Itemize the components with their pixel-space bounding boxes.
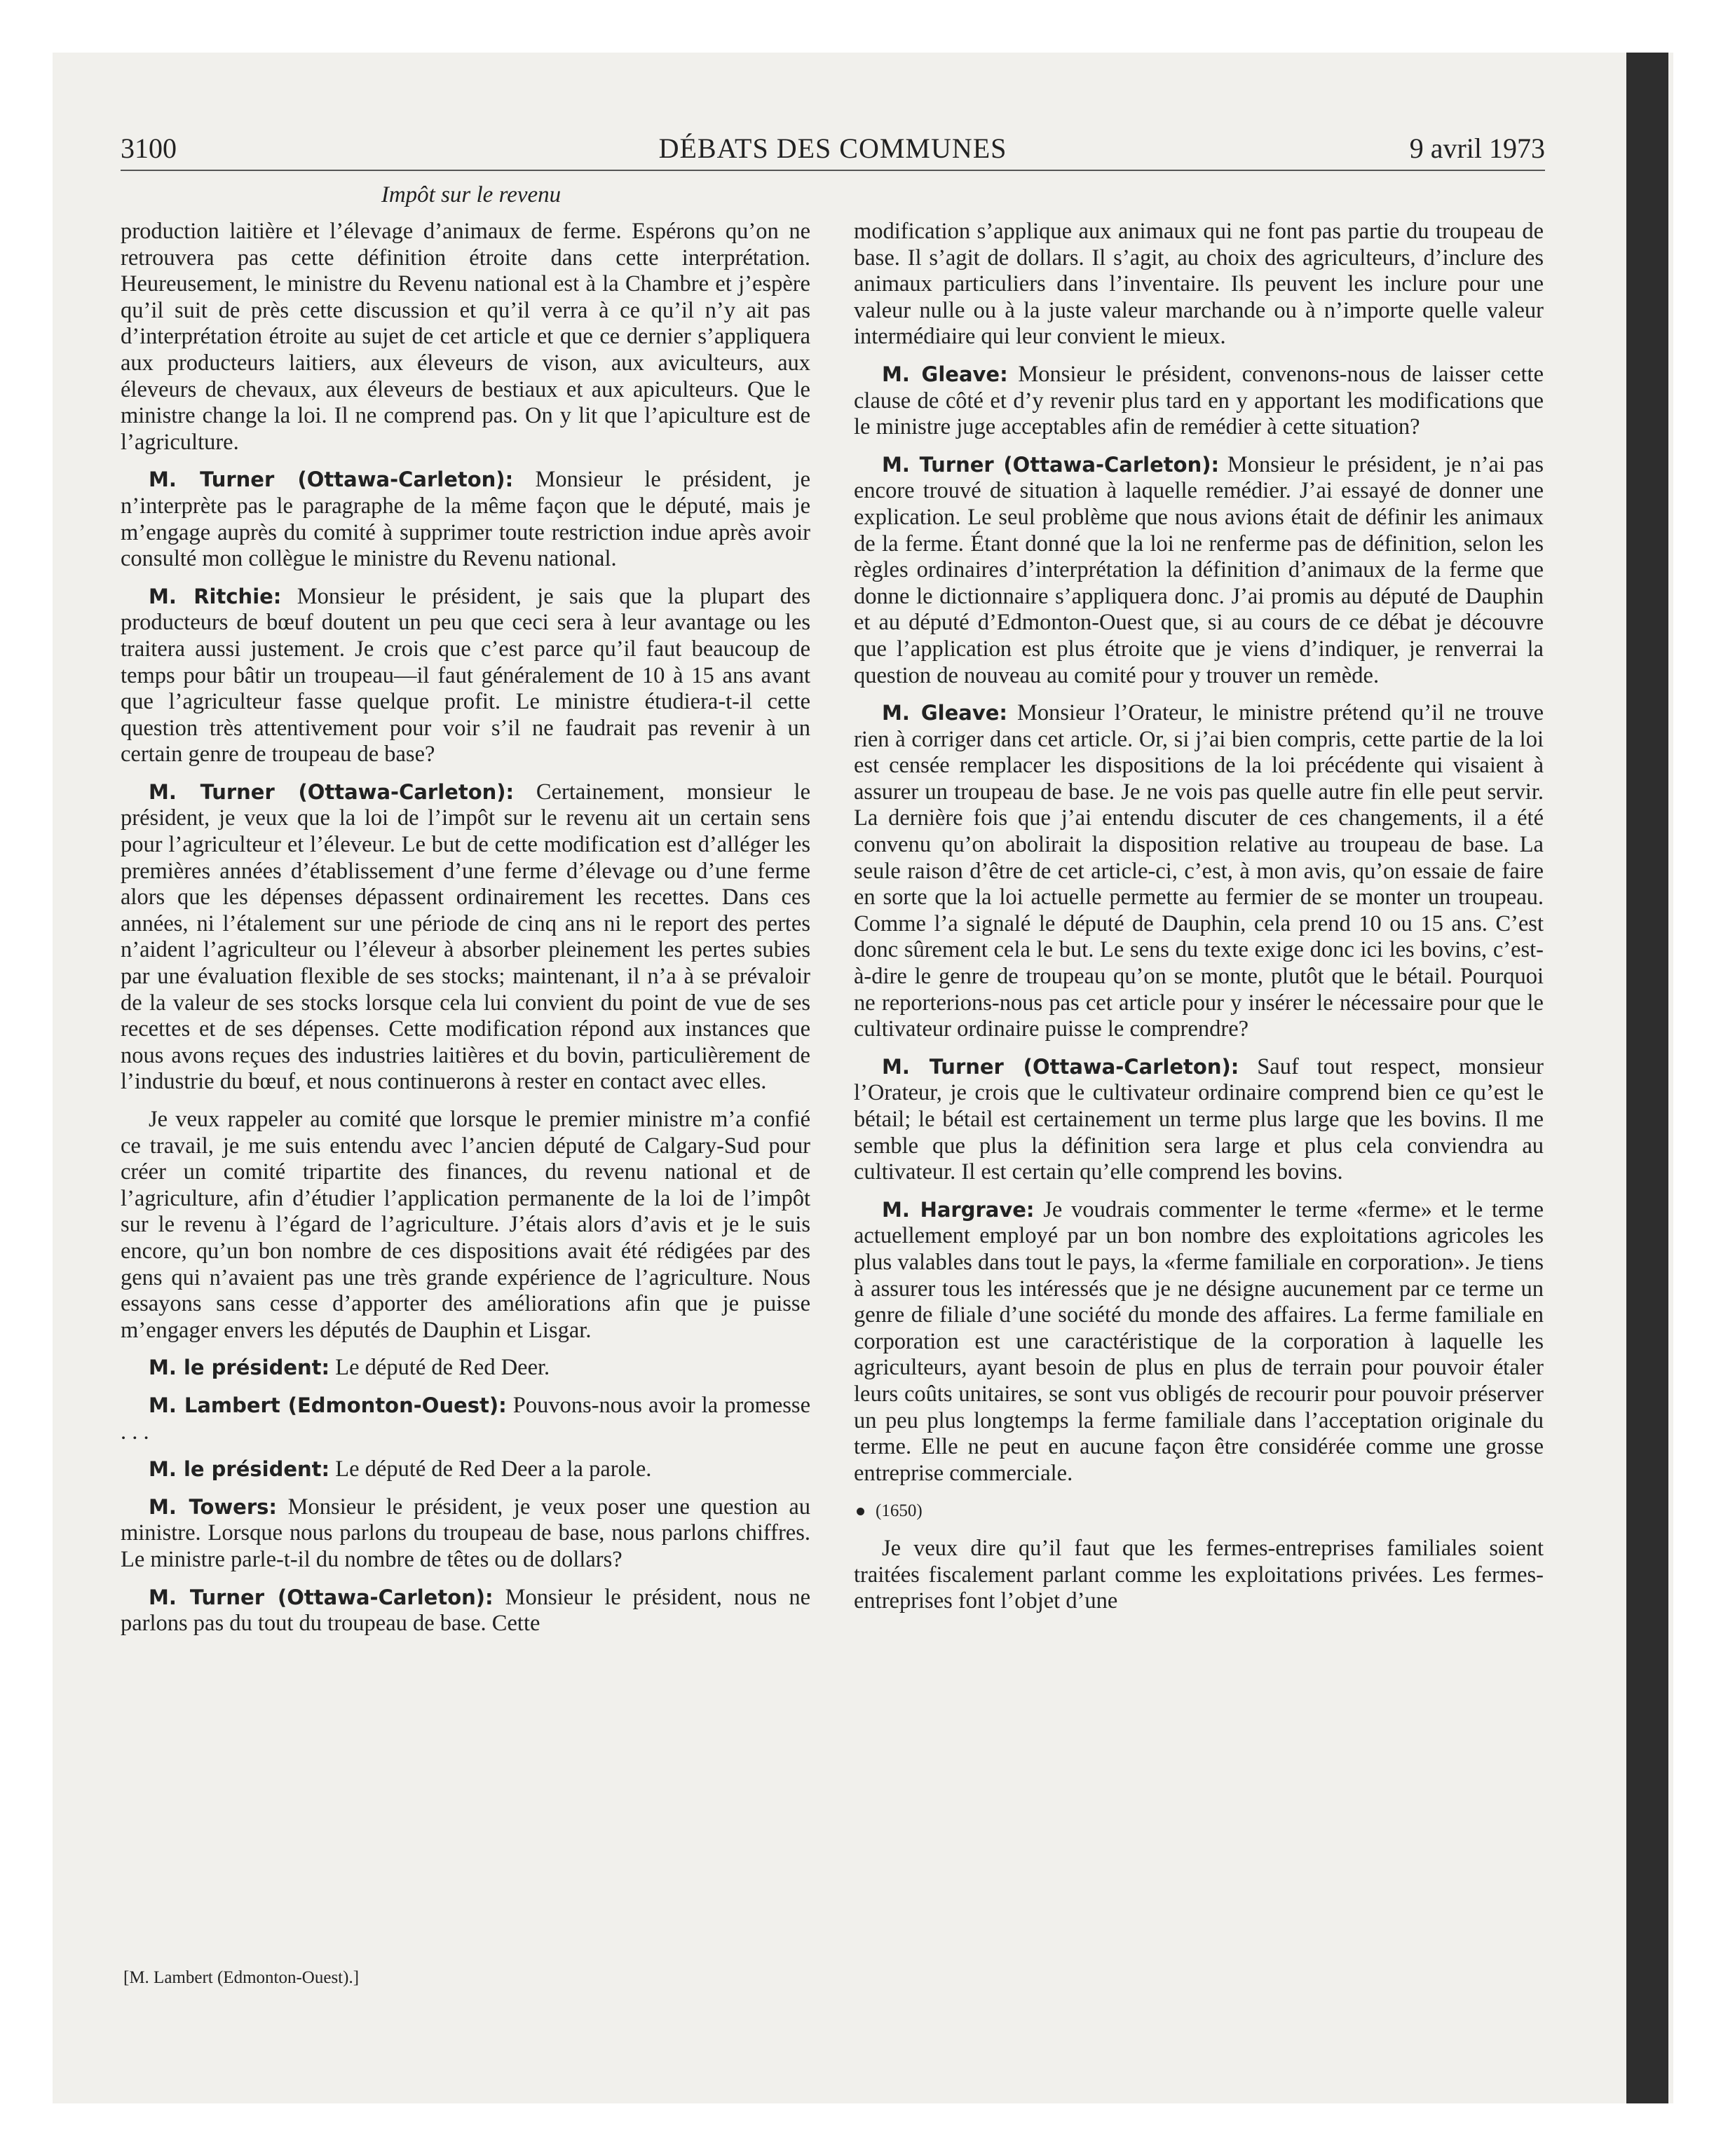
publication-title: DÉBATS DES COMMUNES <box>658 132 1007 164</box>
paragraph <box>121 1355 810 1381</box>
paragraph-text: Monsieur le président, je n’ai pas encore trouvé de situation à laquelle remédier. J’ai essayé de donner une explication. Le seul problème que nous avions était de définir les animaux de la ferme. Étant donné que la loi ne renferme pas de définition, selon les règles ordinaires d’interprétation la définition d’animaux de la ferme que donne le dictionnaire s’appliquera donc. J’ai promis au député de Dauphin et au député d’Edmonton-Ouest que, si au cours de ce débat je découvre que l’application est plus étroite que je viens d’indiquer, je renverrai la question de nouveau au comité pour y trouver un remède. <box>854 451 1544 688</box>
speaker-name: M. Turner (Ottawa-Carleton): <box>882 1054 1239 1079</box>
page-date: 9 avril 1973 <box>1409 132 1545 164</box>
paragraph <box>121 219 810 456</box>
paragraph-text: Le député de Red Deer. <box>335 1355 550 1381</box>
scan-edge <box>1626 53 1668 2103</box>
paragraph <box>121 1494 810 1574</box>
speaker-name: M. Turner (Ottawa-Carleton): <box>882 452 1220 477</box>
time-marker <box>854 1498 1544 1524</box>
paragraph-text: Certainement, monsieur le président, je veux que la loi de l’impôt sur le revenu ait un certain sens pour l’agriculteur et l’éleveur. Le but de cette modification est d’alléger les premières années d’établissement d’une ferme d’élevage ou d’une ferme alors que les dépenses dépassent ordinairement les recettes. Dans ces années, ni l’étalement sur une période de cinq ans ni le report des pertes n’aident l’agriculteur ou l’éleveur à absorber pleinement les pertes subies par une évaluation flexible de ses stocks; maintenant, il n’a à se prévaloir de la valeur de ses stocks lorsque cela lui convient du point de vue de ses recettes et de ses dépenses. Cette modification répond aux instances que nous avons reçues des industries laitières et du bovin, particulièrement de l’industrie du bœuf, et nous continuerons à rester en contact avec elles. <box>121 779 811 1095</box>
paragraph-text: Monsieur l’Orateur, le ministre prétend qu’il ne trouve rien à corriger dans cet article. Or, si j’ai bien compris, cette partie de la loi est censée remplacer les dispositions de la loi précédente qui visaient à assurer un troupeau de base. Je ne vois pas quelle autre fin elle peut servir. La dernière fois que j’ai entendu discuter de ces changements, il a été convenu qu’on abolirait la disposition relative au troupeau de base. La seule raison d’être de cet article-ci, c’est, à mon avis, qu’on essaie de faire en sorte que la loi actuelle permette au fermier de se monter un troupeau. Comme l’a signalé le député de Dauphin, cela prend 10 ou 15 ans. C’est donc sûrement cela le but. Le sens du texte exige donc ici les bovins, c’est-à-dire le genre de troupeau qu’on se monte, plutôt que le bétail. Pourquoi ne reporterions-nous pas cet article pour y insérer le nécessaire pour que le cultivateur ordinaire puisse le comprendre? <box>854 700 1544 1042</box>
paragraph-text: production laitière et l’élevage d’animaux de ferme. Espérons qu’on ne retrouvera pas cette définition étroite dans cette interprétation. Heureusement, le ministre du Revenu national est à la Chambre et j’espère qu’il suit de près cette discussion et qu’il verra à ce qu’il n’y ait pas d’interprétation étroite au sujet de cet article et que ce dernier s’appliquera aux producteurs laitiers, aux éleveurs de vison, aux aviculteurs, aux éleveurs de chevaux, aux éleveurs de bestiaux et aux apiculteurs. Que le ministre change la loi. Il ne comprend pas. On y lit que l’apiculture est de l’agriculture. <box>121 219 810 455</box>
paragraph-text: Monsieur le président, nous ne parlons pas du tout du troupeau de base. Cette <box>121 1584 811 1637</box>
speaker-name: M. le président: <box>149 1457 330 1482</box>
speaker-footnote: [M. Lambert (Edmonton-Ouest).] <box>123 1968 360 1987</box>
paragraph <box>121 1585 810 1637</box>
paragraph <box>121 584 810 768</box>
bullet-icon <box>857 1508 864 1515</box>
speaker-name: M. Ritchie: <box>149 584 282 608</box>
paragraph-text: Je voudrais commenter le terme «ferme» et le terme actuellement employé par un bon nombre des exploitations agricoles les plus valables dans tout le pays, la «ferme familiale en corporation». Je tiens à assurer tous les intéressés que je ne désigne aucunement par ce terme un genre de filiale d’une société du monde des affaires. La ferme familiale en corporation est une caractéristique de la corporation à laquelle les agriculteurs, ayant besoin de plus en plus de terrain pour pouvoir étaler leurs coûts unitaires, se sont vus obligés de recourir pour pouvoir préserver un peu plus longtemps la ferme familiale dans l’acceptation originale du terme. Elle ne peut en aucune façon être considérée comme une grosse entreprise commerciale. <box>854 1196 1544 1486</box>
paragraph-text: Monsieur le président, je sais que la plupart des producteurs de bœuf doutent un peu que ceci sera à leur avantage ou les traitera aussi justement. Je crois que c’est parce qu’il faut beaucoup de temps pour bâtir un troupeau—il faut généralement de 10 à 15 ans avant que l’agriculteur fasse quelque profit. Le ministre étudiera-t-il cette question très attentivement pour voir s’il ne faudrait pas revenir à un certain genre de troupeau de base? <box>121 583 811 767</box>
paragraph <box>121 1456 810 1483</box>
paragraph-text: Je veux dire qu’il faut que les fermes-entreprises familiales soient traitées fiscalement parlant comme les exploitations privées. Les fermes-entreprises font l’objet d’une <box>854 1535 1544 1614</box>
paragraph-text: Monsieur le président, convenons-nous de laisser cette clause de côté et d’y revenir plus tard en y apportant les modifications que le ministre juge acceptables afin de remédier à cette situation? <box>854 361 1544 440</box>
time-marker-text: (1650) <box>876 1501 923 1521</box>
paragraph <box>121 1393 810 1445</box>
speaker-name: M. Turner (Ottawa-Carleton): <box>149 1585 494 1609</box>
paragraph <box>854 219 1544 350</box>
speaker-name: M. le président: <box>149 1356 330 1380</box>
paragraph-text: modification s’applique aux animaux qui ne font pas partie du troupeau de base. Il s’agit de dollars. Il s’agit, au choix des agriculteurs, d’inclure des animaux particuliers dans l’inventaire. Ils peuvent les inclure pour une valeur nulle ou à la juste valeur marchande ou à n’importe quelle valeur intermédiaire qui leur convient le mieux. <box>854 219 1544 350</box>
paragraph <box>121 779 810 1096</box>
paragraph <box>854 1536 1544 1615</box>
speaker-name: M. Lambert (Edmonton-Ouest): <box>149 1393 507 1417</box>
paragraph <box>854 1054 1544 1186</box>
section-subtitle: Impôt sur le revenu <box>381 182 562 207</box>
paragraph <box>121 1107 810 1344</box>
right-column <box>854 219 1544 1626</box>
page-number: 3100 <box>121 132 177 164</box>
paragraph <box>854 1197 1544 1487</box>
paragraph-text: Monsieur le président, je n’interprète pas le paragraphe de la même façon que le député, mais je m’engage auprès du comité à supprimer toute restriction indue après avoir consulté mon collègue le ministre du Revenu national. <box>121 467 811 572</box>
speaker-name: M. Hargrave: <box>882 1197 1035 1222</box>
paragraph-text: Je veux rappeler au comité que lorsque le premier ministre m’a confié ce travail, je me suis entendu avec l’ancien député de Calgary-Sud pour créer un comité tripartite des finances, du revenu national et de l’agriculture, afin d’étudier l’application permanente de la loi de l’impôt sur le revenu à l’égard de l’agriculture. J’étais alors d’avis et je le suis encore, qu’un bon nombre de ces dispositions avait été rédigées par des gens qui n’avaient pas une très grande expérience de l’agriculture. Nous essayons sans cesse d’apporter des améliorations afin que je puisse m’engager envers les députés de Dauphin et Lisgar. <box>121 1107 810 1343</box>
page-header <box>121 128 1545 171</box>
paragraph-text: Pouvons-nous avoir la promesse . . . <box>121 1392 810 1445</box>
paragraph-text: Monsieur le président, je veux poser une question au ministre. Lorsque nous parlons du troupeau de base, nous parlons chiffres. Le ministre parle-t-il du nombre de têtes ou de dollars? <box>121 1494 810 1572</box>
speaker-name: M. Gleave: <box>882 701 1007 725</box>
paragraph <box>854 700 1544 1043</box>
left-column <box>121 219 810 1649</box>
paragraph-text: Le député de Red Deer a la parole. <box>335 1456 652 1482</box>
paragraph <box>121 467 810 572</box>
paragraph <box>854 362 1544 441</box>
speaker-name: M. Gleave: <box>882 362 1008 386</box>
paragraph-text: Sauf tout respect, monsieur l’Orateur, je crois que le cultivateur ordinaire comprend bien ce qu’est le bétail; le bétail est certainement un terme plus large que les bovins. Il me semble que plus la définition sera large et plus cela conviendra au cultivateur. Il est certain qu’elle comprend les bovins. <box>854 1053 1544 1185</box>
paragraph <box>854 452 1544 689</box>
speaker-name: M. Towers: <box>149 1494 277 1519</box>
speaker-name: M. Turner (Ottawa-Carleton): <box>149 779 515 804</box>
speaker-name: M. Turner (Ottawa-Carleton): <box>149 468 514 492</box>
